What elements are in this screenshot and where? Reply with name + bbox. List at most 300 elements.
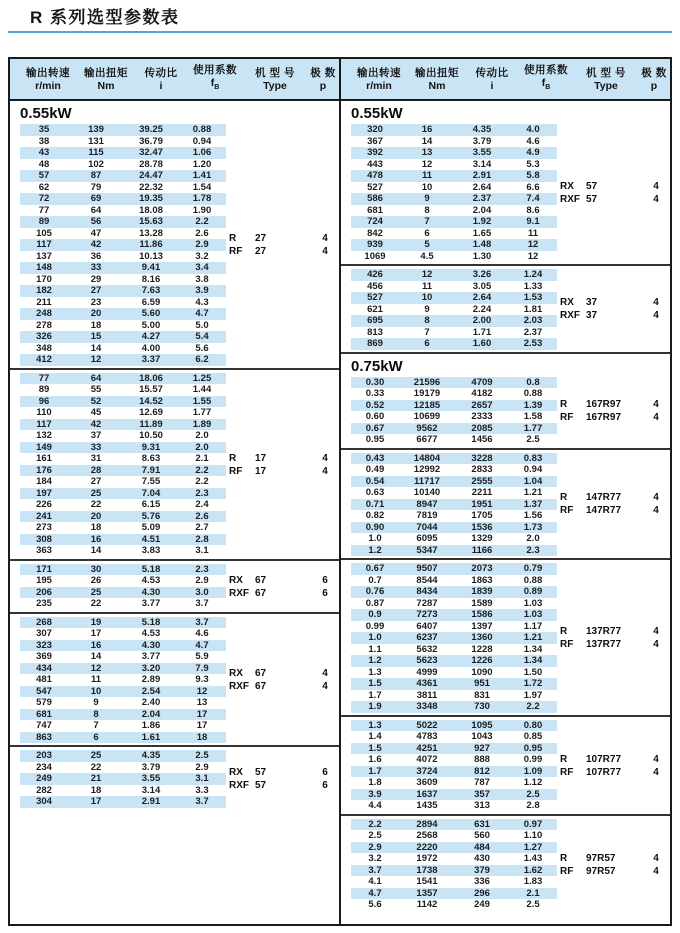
cell-service-factor: 0.88 bbox=[523, 574, 543, 586]
model-prefix: RX bbox=[229, 766, 243, 778]
cell-service-factor: 0.88 bbox=[523, 388, 543, 399]
table-row bbox=[10, 796, 339, 808]
cell-ratio: 4.53 bbox=[141, 575, 161, 586]
model-row bbox=[560, 865, 666, 878]
cell-ratio: 313 bbox=[474, 800, 490, 811]
model-code: 107R77 bbox=[586, 753, 622, 765]
table-row bbox=[341, 338, 670, 350]
cell-output-torque: 3609 bbox=[416, 777, 438, 788]
cell-service-factor: 1.81 bbox=[523, 303, 543, 315]
cell-ratio: 4.00 bbox=[141, 342, 161, 354]
table-row bbox=[10, 430, 339, 442]
cell-output-speed: 195 bbox=[36, 575, 52, 586]
col-header-output-speed-unit: r/min bbox=[35, 79, 61, 92]
table-row bbox=[341, 800, 670, 812]
cell-ratio: 4.35 bbox=[141, 750, 161, 761]
cell-ratio: 8.63 bbox=[141, 453, 161, 464]
row-stripe-zone bbox=[351, 327, 557, 339]
col-header-output-speed bbox=[18, 59, 78, 99]
cell-output-speed: 2.2 bbox=[368, 818, 382, 830]
cell-output-torque: 11 bbox=[90, 674, 102, 685]
model-code: 147R77 bbox=[586, 492, 622, 504]
table-row bbox=[10, 147, 339, 159]
table-row bbox=[341, 667, 670, 679]
cell-service-factor: 2.9 bbox=[195, 761, 209, 773]
cell-service-factor: 0.79 bbox=[523, 563, 543, 574]
row-stripe-zone bbox=[20, 640, 226, 652]
cell-ratio: 1.30 bbox=[472, 250, 492, 262]
cell-ratio: 1.86 bbox=[141, 720, 161, 731]
model-poles: 4 bbox=[653, 399, 659, 410]
cell-service-factor: 1.78 bbox=[192, 193, 212, 204]
row-stripe-zone bbox=[351, 292, 557, 304]
table-row bbox=[10, 476, 339, 488]
cell-output-torque: 3348 bbox=[416, 701, 438, 712]
cell-service-factor: 5.4 bbox=[195, 331, 209, 342]
cell-output-speed: 426 bbox=[367, 269, 383, 280]
cell-output-torque: 11 bbox=[421, 280, 433, 292]
model-code: 97R57 bbox=[586, 852, 616, 864]
cell-service-factor: 1.72 bbox=[523, 678, 543, 689]
cell-output-speed: 0.87 bbox=[365, 597, 385, 609]
table-row bbox=[10, 285, 339, 297]
cell-ratio: 2073 bbox=[471, 563, 493, 574]
page-title: R 系列选型参数表 bbox=[30, 8, 180, 27]
row-stripe-zone bbox=[351, 170, 557, 182]
cell-ratio: 2211 bbox=[471, 487, 493, 498]
cell-ratio: 1226 bbox=[471, 655, 493, 666]
cell-service-factor: 2.8 bbox=[526, 800, 540, 811]
table-row bbox=[341, 720, 670, 732]
row-stripe-zone bbox=[20, 251, 226, 263]
table-row bbox=[10, 193, 339, 205]
row-stripe-zone bbox=[20, 762, 226, 774]
table-row bbox=[10, 274, 339, 286]
model-code: 57 bbox=[586, 181, 598, 192]
model-poles: 6 bbox=[322, 779, 328, 791]
cell-output-speed: 1.0 bbox=[368, 632, 382, 643]
cell-service-factor: 0.80 bbox=[523, 719, 543, 731]
cell-service-factor: 9.3 bbox=[195, 674, 209, 685]
row-stripe-zone bbox=[351, 464, 557, 476]
cell-service-factor: 1.17 bbox=[523, 620, 543, 632]
data-block bbox=[10, 564, 339, 610]
row-stripe-zone bbox=[20, 511, 226, 523]
cell-service-factor: 0.89 bbox=[523, 586, 543, 597]
model-row bbox=[560, 638, 666, 651]
model-code: 37 bbox=[586, 297, 598, 309]
cell-output-speed: 0.30 bbox=[365, 376, 385, 388]
row-stripe-zone bbox=[351, 830, 557, 842]
cell-ratio: 336 bbox=[474, 876, 490, 887]
row-stripe-zone bbox=[20, 159, 226, 171]
col-header-model bbox=[573, 59, 639, 99]
col-header-output-speed-cn: 输出转速 bbox=[26, 66, 70, 79]
model-code: 97R57 bbox=[586, 865, 616, 877]
row-stripe-zone bbox=[20, 136, 226, 148]
cell-service-factor: 1.34 bbox=[523, 655, 543, 666]
cell-output-speed: 0.52 bbox=[365, 399, 385, 411]
cell-service-factor: 3.1 bbox=[195, 773, 209, 784]
model-prefix: R bbox=[560, 399, 568, 410]
col-header-model-cn: 机 型 号 bbox=[586, 66, 626, 79]
cell-ratio: 927 bbox=[474, 742, 490, 754]
cell-service-factor: 2.53 bbox=[523, 338, 543, 349]
model-poles: 4 bbox=[653, 194, 659, 205]
table-row bbox=[10, 170, 339, 182]
block-separator bbox=[341, 558, 670, 560]
table-row bbox=[10, 732, 339, 744]
block-separator bbox=[341, 352, 670, 354]
model-row bbox=[229, 587, 335, 600]
cell-output-speed: 478 bbox=[367, 170, 383, 181]
cell-ratio: 1043 bbox=[471, 731, 493, 742]
cell-service-factor: 1.25 bbox=[192, 372, 212, 384]
cell-ratio: 3.55 bbox=[472, 147, 492, 158]
cell-service-factor: 1.12 bbox=[523, 777, 543, 788]
cell-output-torque: 10699 bbox=[413, 411, 441, 422]
cell-service-factor: 2.0 bbox=[195, 441, 209, 453]
cell-ratio: 10.50 bbox=[139, 430, 163, 441]
col-header-output-torque bbox=[409, 59, 465, 99]
cell-output-torque: 22 bbox=[90, 761, 102, 773]
table-row bbox=[341, 327, 670, 339]
data-block bbox=[341, 453, 670, 557]
col-header-output-torque bbox=[78, 59, 134, 99]
model-row bbox=[229, 245, 335, 258]
cell-output-torque: 8947 bbox=[416, 498, 438, 510]
col-header-service-factor-cn: 使用系数 bbox=[193, 64, 237, 77]
cell-service-factor: 17 bbox=[196, 720, 208, 731]
cell-service-factor: 7.9 bbox=[195, 662, 209, 674]
cell-ratio: 1.92 bbox=[472, 216, 492, 227]
cell-output-speed: 2.5 bbox=[368, 830, 382, 841]
cell-ratio: 787 bbox=[474, 777, 490, 788]
row-stripe-zone bbox=[20, 407, 226, 419]
cell-output-torque: 1541 bbox=[416, 876, 438, 887]
row-stripe-zone bbox=[20, 686, 226, 698]
block-separator bbox=[10, 368, 339, 370]
model-row bbox=[560, 309, 666, 322]
cell-ratio: 1397 bbox=[471, 620, 493, 632]
table-row bbox=[10, 511, 339, 523]
col-header-poles bbox=[639, 59, 669, 99]
cell-output-speed: 3.9 bbox=[368, 788, 382, 800]
cell-ratio: 1360 bbox=[471, 632, 493, 643]
cell-service-factor: 1.04 bbox=[523, 475, 543, 487]
table-row bbox=[341, 239, 670, 251]
cell-service-factor: 0.94 bbox=[192, 135, 212, 147]
model-row bbox=[229, 779, 335, 792]
cell-ratio: 10.13 bbox=[139, 250, 163, 262]
model-poles: 4 bbox=[653, 412, 659, 423]
cell-output-speed: 117 bbox=[36, 418, 52, 430]
cell-service-factor: 9.1 bbox=[526, 216, 540, 227]
cell-output-torque: 4251 bbox=[416, 742, 438, 754]
row-stripe-zone bbox=[351, 205, 557, 217]
cell-output-speed: 161 bbox=[36, 453, 52, 464]
row-stripe-zone bbox=[20, 354, 226, 366]
model-prefix: RXF bbox=[229, 680, 249, 692]
cell-output-torque: 11 bbox=[421, 170, 433, 181]
table-row bbox=[341, 205, 670, 217]
cell-output-speed: 308 bbox=[36, 533, 52, 545]
cell-output-speed: 182 bbox=[36, 285, 52, 296]
cell-output-torque: 79 bbox=[90, 181, 102, 193]
cell-ratio: 1090 bbox=[471, 666, 493, 678]
cell-ratio: 19.35 bbox=[139, 193, 163, 204]
cell-output-speed: 62 bbox=[38, 181, 50, 193]
cell-service-factor: 1.53 bbox=[523, 292, 543, 303]
cell-output-torque: 8544 bbox=[416, 574, 438, 586]
row-stripe-zone bbox=[351, 754, 557, 766]
cell-output-torque: 64 bbox=[90, 204, 102, 216]
model-poles: 4 bbox=[653, 297, 659, 309]
cell-ratio: 730 bbox=[474, 701, 490, 712]
col-header-output-speed-cn: 输出转速 bbox=[357, 66, 401, 79]
row-stripe-zone bbox=[351, 842, 557, 854]
cell-service-factor: 3.2 bbox=[195, 250, 209, 262]
cell-output-torque: 9 bbox=[424, 303, 430, 315]
col-header-poles-unit: p bbox=[319, 79, 327, 92]
cell-output-torque: 14804 bbox=[413, 452, 441, 464]
cell-output-torque: 69 bbox=[90, 193, 102, 204]
cell-output-torque: 9562 bbox=[416, 422, 438, 434]
cell-service-factor: 1.55 bbox=[192, 395, 212, 407]
cell-output-torque: 36 bbox=[90, 250, 102, 262]
cell-output-torque: 9 bbox=[93, 697, 99, 708]
cell-output-speed: 747 bbox=[36, 720, 52, 731]
col-header-poles bbox=[308, 59, 338, 99]
cell-service-factor: 1.03 bbox=[523, 609, 543, 620]
cell-ratio: 11.86 bbox=[139, 239, 163, 250]
row-stripe-zone bbox=[20, 193, 226, 205]
row-stripe-zone bbox=[20, 182, 226, 194]
cell-output-torque: 22 bbox=[90, 598, 102, 609]
cell-service-factor: 1.33 bbox=[523, 280, 543, 292]
table-row bbox=[10, 499, 339, 511]
row-stripe-zone bbox=[20, 534, 226, 546]
table-row bbox=[341, 899, 670, 911]
cell-service-factor: 0.8 bbox=[526, 376, 540, 388]
col-header-output-torque-cn: 输出扭矩 bbox=[84, 66, 128, 79]
table-row bbox=[341, 464, 670, 476]
table-row bbox=[10, 750, 339, 762]
cell-output-torque: 5623 bbox=[416, 655, 438, 666]
row-stripe-zone bbox=[20, 587, 226, 599]
cell-output-speed: 681 bbox=[36, 708, 52, 720]
model-labels bbox=[560, 398, 666, 424]
header-half bbox=[339, 59, 670, 99]
cell-output-torque: 14 bbox=[421, 135, 433, 147]
cell-ratio: 1228 bbox=[471, 643, 493, 655]
cell-service-factor: 1.73 bbox=[523, 521, 543, 533]
cell-output-speed: 412 bbox=[36, 354, 52, 365]
table-row bbox=[341, 876, 670, 888]
model-row bbox=[229, 465, 335, 478]
table-row bbox=[341, 598, 670, 610]
data-block bbox=[10, 373, 339, 557]
cell-service-factor: 0.99 bbox=[523, 754, 543, 765]
cell-service-factor: 1.77 bbox=[192, 407, 212, 418]
cell-service-factor: 4.3 bbox=[195, 296, 209, 308]
cell-output-torque: 8 bbox=[93, 708, 99, 720]
row-stripe-zone bbox=[20, 147, 226, 159]
row-stripe-zone bbox=[351, 216, 557, 228]
model-prefix: RF bbox=[560, 766, 574, 778]
model-prefix: R bbox=[560, 753, 568, 765]
row-stripe-zone bbox=[20, 308, 226, 320]
cell-output-speed: 3.2 bbox=[368, 853, 382, 864]
cell-ratio: 3.20 bbox=[141, 662, 161, 674]
col-header-model-unit: Type bbox=[594, 79, 618, 92]
model-prefix: RXF bbox=[229, 779, 249, 791]
row-stripe-zone bbox=[351, 598, 557, 610]
model-row bbox=[560, 411, 666, 424]
cell-service-factor: 1.43 bbox=[523, 853, 543, 864]
cell-output-torque: 5347 bbox=[416, 544, 438, 556]
cell-output-speed: 137 bbox=[36, 250, 52, 262]
row-stripe-zone bbox=[20, 499, 226, 511]
cell-output-torque: 8434 bbox=[416, 586, 438, 597]
cell-output-torque: 64 bbox=[90, 372, 102, 384]
cell-output-torque: 12992 bbox=[413, 464, 441, 475]
model-prefix: RX bbox=[560, 297, 574, 309]
model-poles: 4 bbox=[322, 452, 328, 464]
cell-output-speed: 0.54 bbox=[365, 475, 385, 487]
cell-output-speed: 0.67 bbox=[365, 422, 385, 434]
cell-output-torque: 30 bbox=[90, 563, 102, 575]
col-header-poles-cn: 极 数 bbox=[310, 66, 336, 79]
cell-ratio: 4.30 bbox=[141, 586, 161, 598]
cell-output-torque: 1972 bbox=[416, 853, 438, 864]
cell-output-speed: 0.9 bbox=[368, 609, 382, 620]
row-stripe-zone bbox=[20, 274, 226, 286]
table-row bbox=[10, 709, 339, 721]
cell-output-torque: 87 bbox=[90, 170, 102, 181]
cell-ratio: 1.48 bbox=[472, 239, 492, 250]
row-stripe-zone bbox=[351, 876, 557, 888]
col-header-ratio-cn: 传动比 bbox=[144, 66, 178, 79]
cell-service-factor: 2.5 bbox=[195, 750, 209, 761]
model-prefix: R bbox=[560, 852, 568, 864]
cell-output-torque: 1637 bbox=[416, 788, 438, 800]
cell-output-torque: 7 bbox=[424, 326, 430, 338]
model-prefix: RX bbox=[229, 667, 243, 679]
cell-ratio: 484 bbox=[474, 841, 490, 853]
cell-ratio: 3.79 bbox=[472, 135, 492, 147]
row-stripe-zone bbox=[20, 628, 226, 640]
table-row bbox=[341, 545, 670, 557]
cell-output-torque: 6407 bbox=[416, 620, 438, 632]
cell-service-factor: 5.8 bbox=[526, 170, 540, 181]
cell-output-torque: 14 bbox=[90, 342, 102, 354]
cell-service-factor: 5.6 bbox=[195, 342, 209, 354]
row-stripe-zone bbox=[351, 720, 557, 732]
cell-ratio: 1863 bbox=[471, 574, 493, 586]
cell-ratio: 2333 bbox=[471, 411, 493, 422]
cell-service-factor: 1.27 bbox=[523, 841, 543, 853]
cell-ratio: 1095 bbox=[471, 719, 493, 731]
title-underline bbox=[8, 31, 672, 33]
cell-service-factor: 1.03 bbox=[523, 597, 543, 609]
cell-output-torque: 2568 bbox=[416, 830, 438, 841]
block-separator bbox=[341, 814, 670, 816]
row-stripe-zone bbox=[20, 228, 226, 240]
row-stripe-zone bbox=[351, 487, 557, 499]
cell-output-speed: 586 bbox=[367, 193, 383, 204]
model-poles: 4 bbox=[653, 181, 659, 192]
cell-output-speed: 170 bbox=[36, 273, 52, 285]
col-header-model-unit: Type bbox=[263, 79, 287, 92]
cell-service-factor: 4.7 bbox=[195, 639, 209, 651]
cell-ratio: 1951 bbox=[471, 498, 493, 510]
model-code: 137R77 bbox=[586, 625, 622, 637]
cell-service-factor: 4.9 bbox=[526, 147, 540, 158]
model-labels bbox=[229, 667, 335, 693]
cell-output-torque: 28 bbox=[90, 464, 102, 476]
row-stripe-zone bbox=[20, 216, 226, 228]
cell-output-torque: 12 bbox=[421, 158, 433, 170]
cell-ratio: 4.27 bbox=[141, 331, 161, 342]
model-code: 27 bbox=[255, 245, 267, 257]
model-poles: 4 bbox=[653, 625, 659, 637]
row-stripe-zone bbox=[20, 598, 226, 610]
table-panel-right bbox=[339, 101, 670, 924]
block-separator bbox=[10, 612, 339, 614]
cell-ratio: 2.91 bbox=[141, 796, 161, 807]
model-code: 37 bbox=[586, 310, 598, 322]
row-stripe-zone bbox=[351, 621, 557, 633]
cell-output-speed: 89 bbox=[38, 216, 50, 227]
cell-ratio: 2555 bbox=[471, 475, 493, 487]
row-stripe-zone bbox=[20, 396, 226, 408]
cell-output-torque: 52 bbox=[90, 395, 102, 407]
model-prefix: RXF bbox=[560, 310, 580, 322]
cell-service-factor: 1.37 bbox=[523, 498, 543, 510]
cell-ratio: 9.41 bbox=[141, 262, 161, 273]
cell-ratio: 32.47 bbox=[139, 147, 163, 158]
table-row bbox=[10, 407, 339, 419]
cell-output-torque: 16 bbox=[421, 124, 433, 135]
cell-service-factor: 1.06 bbox=[192, 147, 212, 158]
row-stripe-zone bbox=[20, 331, 226, 343]
cell-service-factor: 1.50 bbox=[523, 666, 543, 678]
cell-ratio: 4.30 bbox=[141, 639, 161, 651]
cell-ratio: 831 bbox=[474, 689, 490, 701]
row-stripe-zone bbox=[20, 773, 226, 785]
cell-service-factor: 2.2 bbox=[526, 701, 540, 712]
table-row bbox=[341, 228, 670, 240]
cell-service-factor: 0.85 bbox=[523, 731, 543, 742]
row-stripe-zone bbox=[20, 720, 226, 732]
cell-output-torque: 55 bbox=[90, 384, 102, 395]
cell-output-speed: 0.49 bbox=[365, 464, 385, 475]
cell-ratio: 2.37 bbox=[472, 193, 492, 204]
cell-ratio: 1536 bbox=[471, 521, 493, 533]
model-row bbox=[560, 398, 666, 411]
cell-output-speed: 77 bbox=[38, 372, 50, 384]
row-stripe-zone bbox=[20, 453, 226, 465]
table-row bbox=[10, 534, 339, 546]
cell-output-torque: 45 bbox=[90, 407, 102, 418]
table-row bbox=[10, 343, 339, 355]
cell-output-torque: 21 bbox=[90, 773, 102, 784]
cell-output-torque: 47 bbox=[90, 227, 102, 239]
cell-output-torque: 25 bbox=[90, 487, 102, 499]
cell-output-torque: 5632 bbox=[416, 643, 438, 655]
cell-output-speed: 1.5 bbox=[368, 742, 382, 754]
